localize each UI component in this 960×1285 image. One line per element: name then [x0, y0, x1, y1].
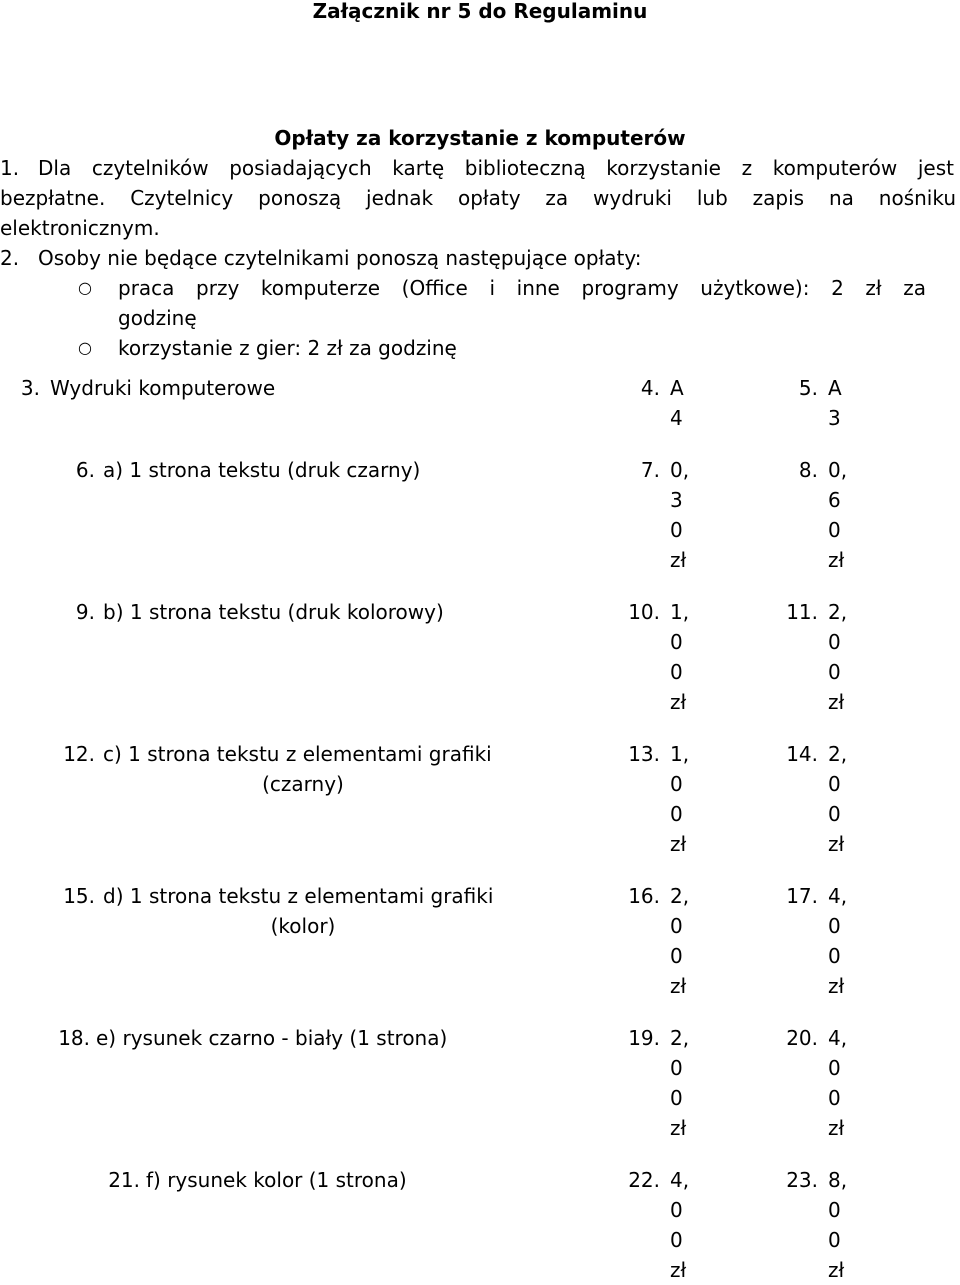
table-price-a3: 4,00 zł: [828, 884, 848, 998]
table-cell-number: 12.: [63, 742, 95, 766]
table-row-label: a) 1 strona tekstu (druk czarny): [103, 458, 421, 482]
bullet-2-line-1: korzystanie z gier: 2 zł za godzinę: [118, 336, 457, 360]
table-cell-number: 9.: [75, 600, 95, 624]
point-1-line-3: elektronicznym.: [0, 216, 160, 240]
table-row-label: b) 1 strona tekstu (druk kolorowy): [103, 600, 444, 624]
table-cell-number: 6.: [75, 458, 95, 482]
point-2-number: 2.: [0, 246, 20, 270]
bullet-marker: ○: [78, 278, 92, 297]
table-header-a4: A4: [670, 376, 684, 430]
table-price-a3: 0,60 zł: [828, 458, 848, 572]
table-row-label-line-2: (kolor): [270, 914, 336, 938]
table-cell-number: 11.: [786, 600, 818, 624]
table-row-label: d) 1 strona tekstu z elementami grafiki: [103, 884, 494, 908]
table-row-label-line-2: (czarny): [262, 772, 344, 796]
point-2-text: Osoby nie będące czytelnikami ponoszą następujące opłaty:: [38, 246, 642, 270]
table-cell-number: 17.: [786, 884, 818, 908]
table-price-a4: 2,00 zł: [670, 1026, 690, 1140]
table-price-a3: 2,00 zł: [828, 742, 848, 856]
table-cell-number: 19.: [628, 1026, 660, 1050]
table-cell-number: 3.: [20, 376, 40, 400]
table-price-a3: 4,00 zł: [828, 1026, 848, 1140]
bullet-1-line-1: praca przy komputerze (Office i inne programy użytkowe): 2 zł za: [118, 276, 926, 300]
table-price-a3: 2,00 zł: [828, 600, 848, 714]
table-cell-number: 15.: [63, 884, 95, 908]
point-1-line-2: bezpłatne. Czytelnicy ponoszą jednak opłaty za wydruki lub zapis na nośniku: [0, 186, 956, 210]
table-cell-number: 5.: [798, 376, 818, 400]
table-row-label: f) rysunek kolor (1 strona): [146, 1168, 407, 1192]
table-price-a4: 1,00 zł: [670, 600, 690, 714]
table-cell-number: 10.: [628, 600, 660, 624]
page-title: Załącznik nr 5 do Regulaminu: [312, 0, 648, 23]
table-cell-number: 16.: [628, 884, 660, 908]
table-price-a4: 4,00 zł: [670, 1168, 690, 1282]
table-header-a3: A3: [828, 376, 842, 430]
section-title: Opłaty za korzystanie z komputerów: [274, 126, 686, 150]
table-price-a3: 8,00 zł: [828, 1168, 848, 1282]
table-cell-number: 8.: [798, 458, 818, 482]
point-1-line-1: Dla czytelników posiadających kartę biblioteczną korzystanie z komputerów jest: [38, 156, 954, 180]
table-header-label: Wydruki komputerowe: [50, 376, 276, 400]
table-cell-number: 23.: [786, 1168, 818, 1192]
table-price-a4: 1,00 zł: [670, 742, 690, 856]
table-cell-number: 13.: [628, 742, 660, 766]
table-cell-number: 7.: [640, 458, 660, 482]
table-cell-number: 21.: [108, 1168, 140, 1192]
table-cell-number: 20.: [786, 1026, 818, 1050]
table-cell-number: 18.: [58, 1026, 90, 1050]
table-cell-number: 14.: [786, 742, 818, 766]
table-cell-number: 4.: [640, 376, 660, 400]
table-row-label: e) rysunek czarno - biały (1 strona): [96, 1026, 448, 1050]
table-price-a4: 0,30 zł: [670, 458, 690, 572]
table-price-a4: 2,00 zł: [670, 884, 690, 998]
bullet-1-line-2: godzinę: [118, 306, 197, 330]
point-1-number: 1.: [0, 156, 20, 180]
table-cell-number: 22.: [628, 1168, 660, 1192]
table-row-label: c) 1 strona tekstu z elementami grafiki: [103, 742, 492, 766]
bullet-marker: ○: [78, 338, 92, 357]
